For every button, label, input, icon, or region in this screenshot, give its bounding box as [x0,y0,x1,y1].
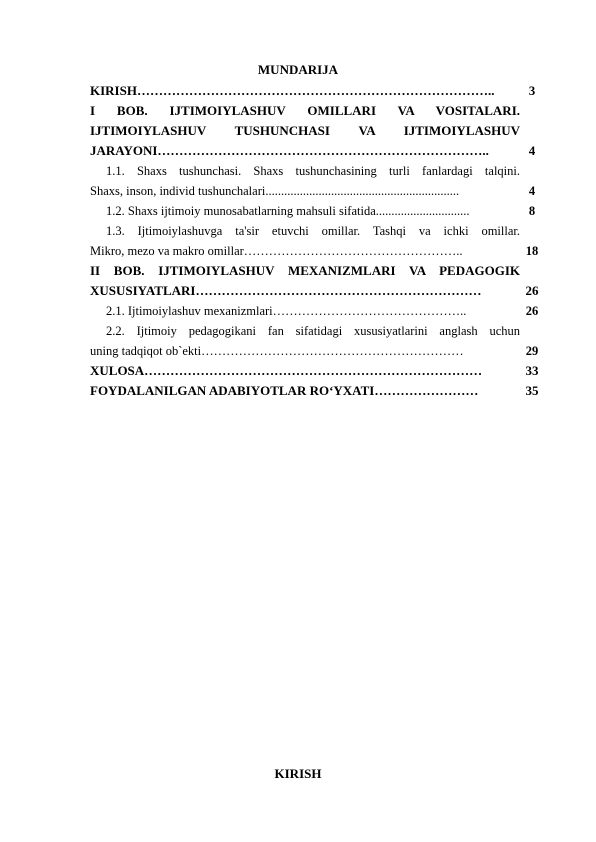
toc-entry-chapter-1[interactable] [90,101,544,161]
toc-entry-text: 2.1. Ijtimoiylashuv mexanizmlari……………………………………….. [106,304,467,318]
toc-page-number: 33 [525,363,539,378]
toc-page-number: 26 [525,304,539,318]
toc-entry-text: KIRISH……………………………………………………………………….. [90,83,495,98]
toc-entry-2-1[interactable] [90,301,544,321]
section-heading-kirish: KIRISH [274,766,322,781]
toc-entry-text: 1.3. Ijtimoiylashuvga ta'sir etuvchi omillar. Tashqi va ichki omillar. Mikro, mezo va makro omillar…………………………………………….. [90,224,520,258]
toc-page-number: 4 [528,184,536,198]
toc-entry-text: FOYDALANILGAN ADABIYOTLAR RO‘YXATI…………………… [90,383,479,398]
toc-page-number: 8 [528,204,536,218]
table-of-contents [90,81,544,401]
toc-entry-bibliography[interactable] [90,381,544,401]
toc-entry-chapter-2[interactable] [90,261,544,301]
toc-page-number: 3 [528,83,536,98]
toc-entry-1-3[interactable] [90,221,544,261]
toc-entry-text: 2.2. Ijtimoiy pedagogikani fan sifatidagi xususiyatlarini anglash uchun uning tadqiqot ob`ekti……………………………………………………… [90,324,520,358]
page-title: MUNDARIJA [257,62,339,77]
toc-page-number: 29 [525,344,539,358]
toc-page-number: 18 [525,244,539,258]
toc-page-number: 26 [525,283,539,298]
toc-entry-1-2[interactable] [90,201,544,221]
toc-entry-1-1[interactable] [90,161,544,201]
toc-entry-kirish[interactable] [90,81,544,101]
toc-entry-text: XULOSA…………………………………………………………………… [90,363,483,378]
toc-entry-text: 1.2. Shaxs ijtimoiy munosabatlarning mahsuli sifatida.............................. [106,204,470,218]
toc-entry-2-2[interactable] [90,321,544,361]
toc-entry-text: I BOB. IJTIMOIYLASHUV OMILLARI VA VOSITALARI. IJTIMOIYLASHUV TUSHUNCHASI VA IJTIMOIYLASHUV JARAYONI………………………………………………………………….. [90,103,520,158]
toc-entry-xulosa[interactable] [90,361,544,381]
toc-page-number: 35 [525,383,539,398]
toc-page-number: 4 [528,143,536,158]
toc-entry-text: 1.1. Shaxs tushunchasi. Shaxs tushunchasining turli fanlardagi talqini. Shaxs, inson, individ tushunchalari.............................................................. [90,164,520,198]
toc-entry-text: II BOB. IJTIMOIYLASHUV MEXANIZMLARI VA PEDAGOGIK XUSUSIYATLARI………………………………………………………… [90,263,520,298]
